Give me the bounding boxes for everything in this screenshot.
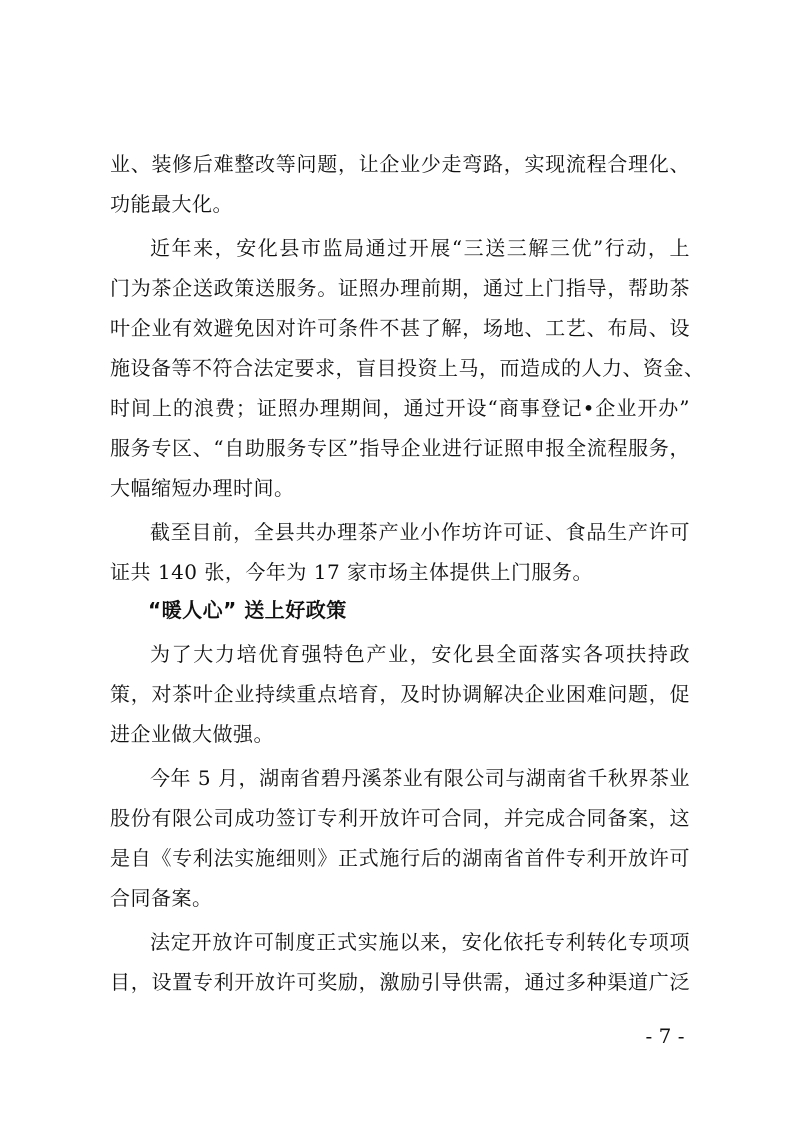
paragraph-line: 法定开放许可制度正式实施以来，安化依托专利转化专项项 — [150, 930, 690, 954]
paragraph-line: 今年 5 月，湖南省碧丹溪茶业有限公司与湖南省千秋界茶业 — [150, 766, 690, 790]
paragraph-line: 门为茶企送政策送服务。证照办理前期，通过上门指导，帮助茶 — [110, 276, 690, 300]
paragraph-line: 进企业做大做强。 — [110, 722, 274, 746]
page-number: - 7 - — [645, 1024, 685, 1048]
paragraph-line: 施设备等不符合法定要求，盲目投资上马，而造成的人力、资金、 — [110, 356, 705, 380]
paragraph-line: 大幅缩短办理时间。 — [110, 476, 295, 500]
paragraph-line: 为了大力培优育强特色产业，安化县全面落实各项扶持政 — [150, 642, 690, 666]
section-heading: “暖人心” 送上好政策 — [148, 598, 347, 622]
paragraph-line: 业、装修后难整改等问题，让企业少走弯路，实现流程合理化、 — [110, 152, 690, 176]
paragraph-line: 策，对茶叶企业持续重点培育，及时协调解决企业困难问题，促 — [110, 682, 690, 706]
paragraph-line: 截至目前，全县共办理茶产业小作坊许可证、食品生产许可 — [150, 520, 690, 544]
paragraph-line: 服务专区、“自助服务专区”指导企业进行证照申报全流程服务， — [110, 436, 690, 460]
paragraph-line: 时间上的浪费；证照办理期间，通过开设“商事登记•企业开办” — [110, 396, 690, 420]
paragraph-line: 近年来，安化县市监局通过开展“三送三解三优”行动，上 — [150, 236, 690, 260]
paragraph-line: 股份有限公司成功签订专利开放许可合同，并完成合同备案，这 — [110, 806, 690, 830]
paragraph-line: 目，设置专利开放许可奖励，激励引导供需，通过多种渠道广泛 — [110, 970, 690, 994]
paragraph-line: 是自《专利法实施细则》正式施行后的湖南省首件专利开放许可 — [110, 846, 690, 870]
paragraph-line: 叶企业有效避免因对许可条件不甚了解，场地、工艺、布局、设 — [110, 316, 690, 340]
paragraph-line: 证共 140 张，今年为 17 家市场主体提供上门服务。 — [110, 560, 594, 584]
paragraph-line: 功能最大化。 — [110, 192, 233, 216]
paragraph-line: 合同备案。 — [110, 886, 213, 910]
